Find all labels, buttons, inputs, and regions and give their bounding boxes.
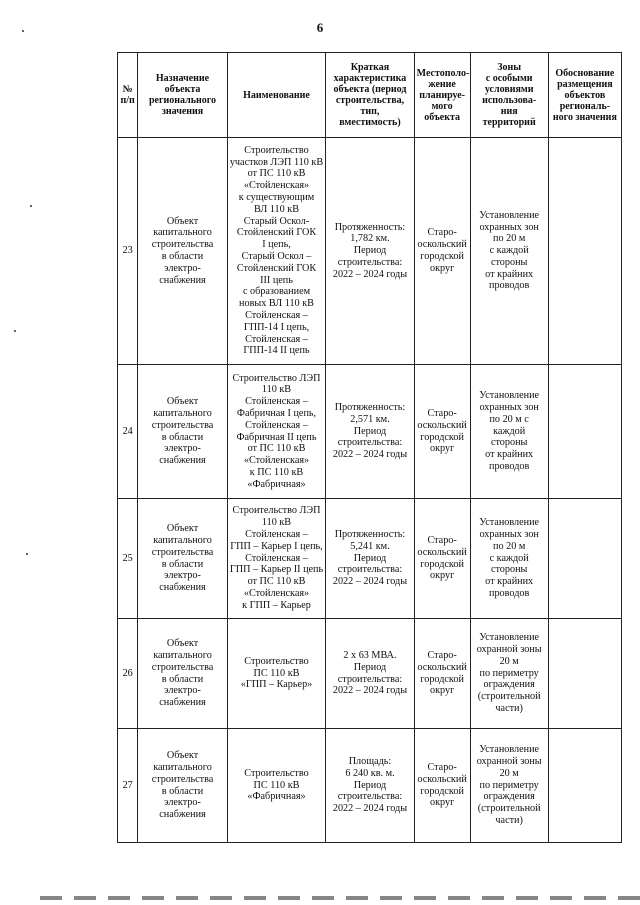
cell-location: Старо- оскольский городской округ [414, 499, 470, 619]
cell-characteristic: Протяженность: 1,782 км. Период строительства: 2022 – 2024 годы [326, 138, 414, 365]
cell-number: 25 [118, 499, 138, 619]
scan-speck [26, 553, 28, 555]
scan-speck [14, 330, 16, 332]
cell-zones: Установление охранных зон по 20 м с каждой стороны от крайних проводов [470, 365, 548, 499]
page-number: 6 [316, 20, 324, 35]
cell-location: Старо- оскольский городской округ [414, 729, 470, 843]
cell-justification [548, 619, 621, 729]
cell-zones: Установление охранной зоны 20 м по периметру ограждения (строительной части) [470, 729, 548, 843]
header-justification: Обоснование размещения объектов региональ- ного значения [548, 53, 621, 138]
header-location: Местополо- жение планируе- мого объекта [414, 53, 470, 138]
table-header-row [118, 53, 622, 138]
table-row [118, 499, 622, 619]
cell-name: Строительство ПС 110 кВ «ГПП – Карьер» [227, 619, 326, 729]
cell-justification [548, 138, 621, 365]
cell-number: 27 [118, 729, 138, 843]
cell-purpose: Объект капитального строительства в области электро- снабжения [138, 729, 227, 843]
cell-characteristic: Протяженность: 2,571 км. Период строительства: 2022 – 2024 годы [326, 365, 414, 499]
cell-characteristic: 2 х 63 МВА. Период строительства: 2022 – 2024 годы [326, 619, 414, 729]
header-purpose: Назначение объекта регионального значения [138, 53, 227, 138]
cell-location: Старо- оскольский городской округ [414, 365, 470, 499]
cell-name: Строительство ПС 110 кВ «Фабричная» [227, 729, 326, 843]
cell-zones: Установление охранных зон по 20 м с каждой стороны от крайних проводов [470, 499, 548, 619]
cell-purpose: Объект капитального строительства в области электро- снабжения [138, 619, 227, 729]
header-name: Наименование [227, 53, 326, 138]
cell-justification [548, 365, 621, 499]
cell-purpose: Объект капитального строительства в области электро- снабжения [138, 138, 227, 365]
cell-number: 26 [118, 619, 138, 729]
cell-number: 23 [118, 138, 138, 365]
cell-zones: Установление охранной зоны 20 м по периметру ограждения (строительной части) [470, 619, 548, 729]
cell-name: Строительство ЛЭП 110 кВ Стойленская – ГПП – Карьер I цепь, Стойленская – ГПП – Карьер II цепь от ПС 110 кВ «Стойленская» к ГПП – Карьер [227, 499, 326, 619]
header-characteristic: Краткая характеристика объекта (период строительства, тип, вместимость) [326, 53, 414, 138]
cell-characteristic: Протяженность: 5,241 км. Период строительства: 2022 – 2024 годы [326, 499, 414, 619]
cell-name: Строительство ЛЭП 110 кВ Стойленская – Фабричная I цепь, Стойленская – Фабричная II цепь от ПС 110 кВ «Стойленская» к ПС 110 кВ «Фабричная» [227, 365, 326, 499]
table-row [118, 138, 622, 365]
header-number: № п/п [118, 53, 138, 138]
cell-purpose: Объект капитального строительства в области электро- снабжения [138, 499, 227, 619]
cell-name: Строительство участков ЛЭП 110 кВ от ПС 110 кВ «Стойленская» к существующим ВЛ 110 кВ Старый Оскол- Стойленский ГОК I цепь, Старый Оскол – Стойленский ГОК III цепь с образованием новых ВЛ 110 кВ Стойленская – ГПП-14 I цепь, Стойленская – ГПП-14 II цепь [227, 138, 326, 365]
cell-location: Старо- оскольский городской округ [414, 619, 470, 729]
scan-artifact-strip [40, 896, 640, 900]
scan-speck [22, 30, 24, 32]
table-row [118, 365, 622, 499]
header-zones: Зоны с особыми условиями использова- ния территорий [470, 53, 548, 138]
table-row [118, 729, 622, 843]
cell-characteristic: Площадь: 6 240 кв. м. Период строительства: 2022 – 2024 годы [326, 729, 414, 843]
cell-justification [548, 499, 621, 619]
cell-purpose: Объект капитального строительства в области электро- снабжения [138, 365, 227, 499]
cell-justification [548, 729, 621, 843]
table-row [118, 619, 622, 729]
cell-number: 24 [118, 365, 138, 499]
scan-speck [30, 205, 32, 207]
cell-zones: Установление охранных зон по 20 м с каждой стороны от крайних проводов [470, 138, 548, 365]
regional-objects-table [117, 52, 622, 843]
cell-location: Старо- оскольский городской округ [414, 138, 470, 365]
